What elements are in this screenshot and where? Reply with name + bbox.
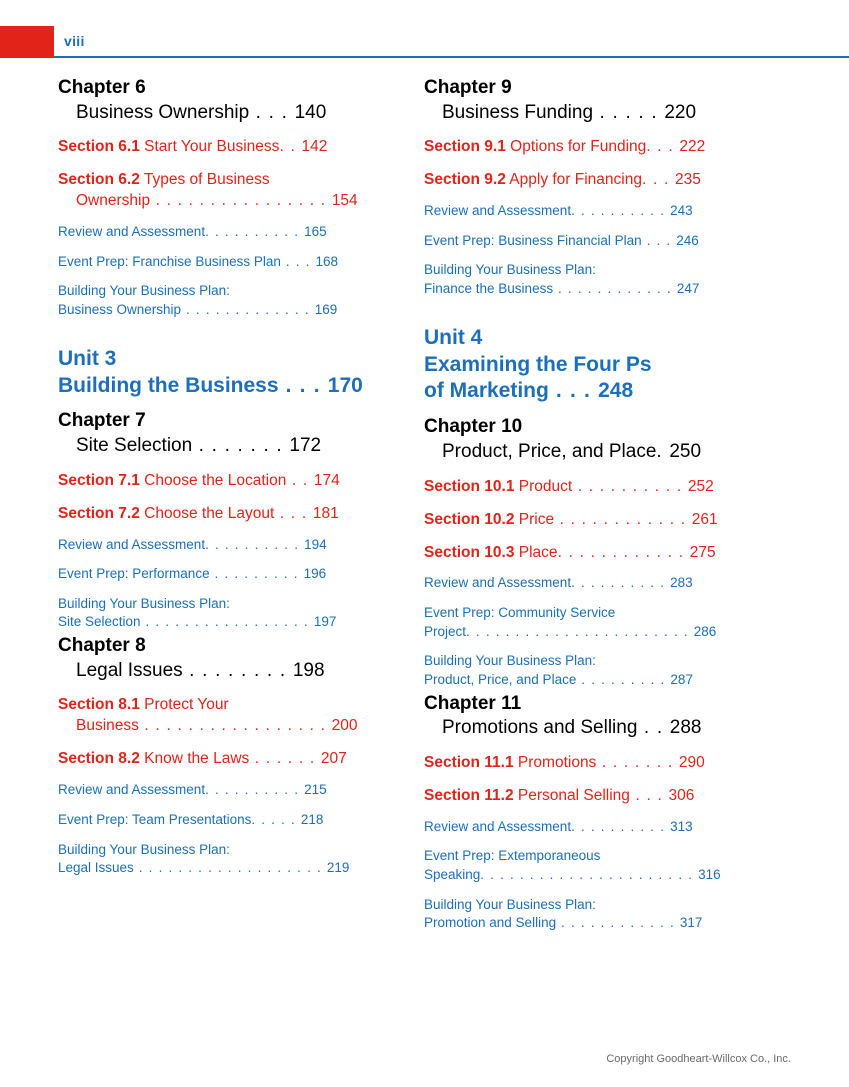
toc-page-number: 142 bbox=[301, 138, 328, 156]
toc-sub-title-line2 bbox=[424, 914, 762, 933]
toc-page-number: 198 bbox=[292, 659, 325, 681]
toc-entry-title-text: Review and Assessment bbox=[424, 203, 572, 219]
toc-leader-dots: . . . bbox=[641, 232, 677, 248]
toc-chapter-title bbox=[58, 101, 396, 126]
toc-page-number: 181 bbox=[312, 504, 339, 522]
toc-page-number: 317 bbox=[679, 915, 703, 931]
toc-leader-dots: . . . . . . . . . . bbox=[205, 782, 305, 798]
toc-entry-title-text: Event Prep: Franchise Business Plan bbox=[58, 253, 281, 269]
toc-page-number: 194 bbox=[304, 536, 327, 552]
toc-chapter-label: Chapter 7 bbox=[58, 410, 146, 432]
toc-section-label: Section 11.1 bbox=[424, 753, 514, 771]
toc-sub-entry[interactable] bbox=[424, 652, 762, 689]
toc-chapter-title bbox=[424, 716, 762, 741]
toc-entry-title-text: Place bbox=[514, 543, 558, 561]
toc-chapter-label: Chapter 11 bbox=[424, 692, 522, 714]
toc-sub-entry[interactable] bbox=[424, 847, 762, 884]
toc-page-number: 247 bbox=[676, 281, 700, 297]
toc-entry-title-text: Building Your Business Plan: bbox=[424, 262, 596, 278]
toc-page-number: 172 bbox=[289, 435, 322, 457]
toc-entry-title-text: Start Your Business bbox=[139, 138, 280, 156]
toc-chapter-title bbox=[424, 101, 762, 126]
toc-unit-title bbox=[58, 373, 396, 400]
header-red-block bbox=[0, 26, 54, 58]
toc-entry-title-text: Product, Price, and Place bbox=[442, 441, 657, 463]
toc-entry-title-text: Review and Assessment bbox=[58, 536, 206, 552]
toc-section-label: Section 8.2 bbox=[58, 750, 140, 768]
toc-page-number: 169 bbox=[314, 302, 338, 318]
toc-leader-dots: . . . . . . . . . . . . bbox=[554, 510, 692, 528]
toc-unit-entry[interactable] bbox=[58, 346, 396, 400]
toc-section-entry[interactable] bbox=[58, 504, 396, 525]
toc-sub-entry[interactable] bbox=[58, 282, 396, 319]
toc-chapter-label: Chapter 6 bbox=[58, 77, 146, 98]
toc-leader-dots: . . bbox=[286, 471, 314, 489]
toc-leader-dots: . . . . . . . . . . . . . . . . . . . . . . . bbox=[466, 623, 694, 639]
toc-leader-dots: . . . . . . . . . . . . . bbox=[181, 302, 315, 318]
toc-section-label: Section 6.2 bbox=[58, 171, 140, 189]
toc-leader-dots: . . . . . . . . . . bbox=[571, 575, 671, 591]
toc-sub-entry[interactable] bbox=[424, 574, 762, 593]
toc-entry-title-text: Review and Assessment bbox=[58, 224, 206, 240]
toc-section-title-line2 bbox=[58, 191, 396, 212]
toc-page-number: 165 bbox=[304, 224, 327, 240]
toc-section-entry[interactable] bbox=[58, 170, 396, 212]
toc-leader-dots: . . . . . . . . . . bbox=[571, 203, 671, 219]
toc-leader-dots: . . . . . . bbox=[249, 750, 321, 768]
toc-entry-title-text: Legal Issues bbox=[58, 860, 134, 876]
page-header bbox=[0, 26, 849, 60]
toc-entry-title-text: Product, Price, and Place bbox=[424, 671, 577, 687]
toc-leader-dots: . . . . . . . . . . . . . . . . . bbox=[138, 717, 332, 735]
toc-leader-dots: . . . . . . . . . bbox=[209, 566, 304, 582]
toc-chapter-title bbox=[58, 434, 396, 459]
toc-sub-entry[interactable] bbox=[58, 595, 396, 632]
toc-sub-entry[interactable] bbox=[424, 261, 762, 298]
toc-entry-title-text: Choose the Layout bbox=[139, 504, 275, 522]
toc-section-label: Section 10.3 bbox=[424, 543, 515, 561]
toc-page-number: 140 bbox=[294, 101, 327, 123]
toc-entry-title-text: Building the Business bbox=[58, 373, 279, 397]
toc-entry-title-text: Building Your Business Plan: bbox=[424, 653, 596, 669]
toc-page-number: 200 bbox=[331, 717, 358, 735]
toc-page-number: 219 bbox=[326, 860, 350, 876]
toc-entry-title-text: Price bbox=[514, 510, 555, 528]
toc-page-number: 220 bbox=[664, 101, 697, 123]
header-rule bbox=[54, 56, 849, 58]
toc-sub-entry[interactable] bbox=[424, 896, 762, 933]
toc-section-label: Section 7.1 bbox=[58, 471, 140, 489]
toc-sub-entry[interactable] bbox=[58, 536, 396, 555]
toc-section-entry[interactable] bbox=[424, 753, 762, 774]
toc-entry-title-text: Review and Assessment bbox=[424, 818, 572, 834]
toc-page-number: 313 bbox=[670, 818, 693, 834]
toc-entry-title-text: Site Selection bbox=[58, 614, 141, 630]
toc-page-number: 235 bbox=[675, 171, 701, 189]
toc-section-entry[interactable] bbox=[424, 510, 762, 531]
toc-sub-entry[interactable] bbox=[58, 841, 396, 878]
copyright-notice: Copyright Goodheart-Willcox Co., Inc. bbox=[606, 1053, 791, 1065]
toc-page-number: 287 bbox=[670, 671, 693, 687]
toc-leader-dots: . . . bbox=[629, 786, 669, 804]
toc-chapter-label: Chapter 8 bbox=[58, 635, 146, 657]
toc-section-entry[interactable] bbox=[424, 786, 762, 807]
toc-entry-title-text: Business Ownership bbox=[76, 101, 250, 123]
toc-page-number: 283 bbox=[670, 575, 693, 591]
toc-unit-label: Unit 4 bbox=[424, 325, 483, 349]
toc-entry-title-text: Event Prep: Performance bbox=[58, 566, 210, 582]
toc-chapter-title bbox=[424, 440, 762, 465]
toc-sub-title-line2 bbox=[58, 301, 396, 320]
toc-leader-dots: . . . bbox=[278, 373, 328, 397]
toc-unit-title bbox=[424, 352, 762, 379]
toc-entry-title-text: Protect Your bbox=[139, 696, 229, 714]
toc-page-number: 246 bbox=[676, 232, 699, 248]
toc-entry-title-text: Event Prep: Team Presentations bbox=[58, 811, 252, 827]
toc-entry-title-text: Personal Selling bbox=[513, 786, 630, 804]
toc-entry-title-text: Business Funding bbox=[442, 101, 594, 123]
toc-entry-title-text: Review and Assessment bbox=[424, 575, 572, 591]
toc-page-number: 290 bbox=[678, 753, 705, 771]
toc-entry-title-text: Apply for Financing bbox=[505, 171, 642, 189]
toc-page-number: 275 bbox=[689, 543, 716, 561]
toc-chapter-entry[interactable] bbox=[424, 415, 762, 464]
toc-entry-title-text: of Marketing bbox=[424, 379, 549, 403]
toc-leader-dots: . . . bbox=[646, 138, 680, 156]
toc-entry-title-text: Speaking bbox=[424, 867, 481, 883]
toc-sub-title-line2 bbox=[424, 280, 762, 299]
toc-leader-dots: . . . . . . . . . . . . bbox=[553, 281, 677, 297]
toc-leader-dots: . . . . . . . . . . . . bbox=[556, 915, 680, 931]
toc-page-number: 288 bbox=[669, 717, 702, 739]
toc-page-number: 154 bbox=[331, 192, 358, 210]
toc-page-number: 316 bbox=[698, 867, 721, 883]
toc-entry-title-text: Types of Business bbox=[139, 171, 270, 189]
toc-section-entry[interactable] bbox=[58, 471, 396, 492]
toc-leader-dots: . . . . . bbox=[251, 811, 301, 827]
toc-leader-dots: . . . . . . . bbox=[596, 753, 679, 771]
toc-entry-title-text: Building Your Business Plan: bbox=[58, 841, 230, 857]
toc-page-number: 170 bbox=[327, 373, 363, 397]
toc-leader-dots: . . . . . bbox=[593, 101, 665, 123]
toc-page-number: 250 bbox=[669, 441, 702, 463]
toc-sub-entry[interactable] bbox=[58, 253, 396, 272]
toc-entry-title-text: Site Selection bbox=[76, 435, 193, 457]
toc-entry-title-text: Event Prep: Community Service bbox=[424, 605, 616, 621]
toc-sub-entry[interactable] bbox=[58, 565, 396, 584]
toc-leader-dots: . . bbox=[637, 717, 670, 739]
toc-section-entry[interactable] bbox=[424, 137, 762, 158]
toc-unit-entry[interactable] bbox=[424, 325, 762, 406]
toc-chapter-entry[interactable] bbox=[58, 76, 396, 125]
toc-page-number: 222 bbox=[679, 138, 706, 156]
toc-section-entry[interactable] bbox=[58, 695, 396, 737]
toc-chapter-entry[interactable] bbox=[58, 634, 396, 683]
toc-section-title-line2 bbox=[58, 716, 396, 737]
toc-section-label: Section 11.2 bbox=[424, 786, 514, 804]
toc-column-right bbox=[424, 74, 762, 933]
toc-leader-dots: . . . . . . . . . . bbox=[572, 477, 688, 495]
toc-leader-dots: . . . . . . . . . bbox=[576, 671, 671, 687]
toc-sub-entry[interactable] bbox=[424, 604, 762, 641]
toc-section-entry[interactable] bbox=[424, 170, 762, 191]
toc-entry-title-text: Promotions and Selling bbox=[442, 717, 638, 739]
toc-entry-title-text: Project bbox=[424, 623, 467, 639]
toc-column-left bbox=[58, 74, 396, 933]
toc-leader-dots: . . . . . . . . . . . . bbox=[557, 543, 690, 561]
toc-entry-title-text: Options for Funding bbox=[505, 138, 647, 156]
toc-chapter-label: Chapter 9 bbox=[424, 77, 512, 98]
toc-leader-dots: . . . bbox=[548, 379, 599, 403]
toc-page-number: 196 bbox=[303, 566, 327, 582]
toc-page-number: 168 bbox=[315, 253, 339, 269]
toc-entry-title-text: Choose the Location bbox=[139, 471, 287, 489]
toc-chapter-title bbox=[58, 659, 396, 684]
toc-page-number: 286 bbox=[693, 623, 717, 639]
toc-section-label: Section 10.1 bbox=[424, 477, 515, 495]
toc-leader-dots: . . . . . . . . . . . . . . . . . . . . . . bbox=[480, 867, 699, 883]
toc-entry-title-text: Legal Issues bbox=[76, 659, 183, 681]
toc-sub-title-line2 bbox=[424, 623, 762, 642]
toc-page-number: 174 bbox=[313, 471, 340, 489]
page-number: viii bbox=[64, 33, 85, 49]
toc-chapter-entry[interactable] bbox=[424, 692, 762, 741]
toc-sub-title-line2 bbox=[58, 859, 396, 878]
toc-entry-title-text: Know the Laws bbox=[139, 750, 250, 768]
toc-entry-title-text: Review and Assessment bbox=[58, 782, 206, 798]
toc-section-entry[interactable] bbox=[424, 477, 762, 498]
toc-leader-dots: . . bbox=[279, 138, 302, 156]
toc-sub-title-line2 bbox=[424, 866, 762, 885]
toc-leader-dots: . . . . . . . . . . bbox=[571, 818, 671, 834]
toc-columns bbox=[0, 74, 849, 933]
toc-sub-entry[interactable] bbox=[424, 818, 762, 837]
toc-leader-dots: . . . bbox=[280, 253, 316, 269]
toc-section-label: Section 8.1 bbox=[58, 696, 140, 714]
toc-entry-title-text: Finance the Business bbox=[424, 281, 554, 297]
toc-leader-dots: . . . . . . . . . . . . . . . . . . . bbox=[133, 860, 327, 876]
toc-sub-entry[interactable] bbox=[424, 202, 762, 221]
toc-entry-title-text: Promotion and Selling bbox=[424, 915, 557, 931]
toc-chapter-entry[interactable] bbox=[424, 76, 762, 125]
toc-page-number: 248 bbox=[598, 379, 634, 403]
toc-entry-title-text: Examining the Four Ps bbox=[424, 352, 652, 376]
toc-entry-title-text: Product bbox=[514, 477, 573, 495]
toc-page-number: 261 bbox=[691, 510, 718, 528]
toc-section-entry[interactable] bbox=[424, 543, 762, 564]
toc-page-number: 197 bbox=[313, 614, 337, 630]
toc-section-label: Section 9.1 bbox=[424, 138, 506, 156]
toc-entry-title-text: Building Your Business Plan: bbox=[424, 896, 596, 912]
toc-page-number: 243 bbox=[670, 203, 693, 219]
toc-leader-dots: . bbox=[656, 441, 670, 463]
toc-sub-entry[interactable] bbox=[58, 223, 396, 242]
toc-chapter-entry[interactable] bbox=[58, 409, 396, 458]
toc-section-label: Section 10.2 bbox=[424, 510, 515, 528]
toc-section-label: Section 7.2 bbox=[58, 504, 140, 522]
toc-page-number: 252 bbox=[687, 477, 714, 495]
toc-leader-dots: . . . . . . . . . . bbox=[205, 536, 305, 552]
toc-entry-title-text: Business bbox=[76, 717, 139, 735]
toc-leader-dots: . . . . . . . . . . bbox=[205, 224, 305, 240]
toc-unit-label: Unit 3 bbox=[58, 346, 117, 370]
toc-leader-dots: . . . . . . . . . . . . . . . . . bbox=[140, 614, 314, 630]
toc-entry-title-text: Ownership bbox=[76, 192, 151, 210]
toc-entry-title-text: Promotions bbox=[513, 753, 597, 771]
toc-sub-entry[interactable] bbox=[58, 811, 396, 830]
toc-section-label: Section 6.1 bbox=[58, 138, 140, 156]
toc-entry-title-text: Event Prep: Business Financial Plan bbox=[424, 232, 642, 248]
toc-sub-entry[interactable] bbox=[58, 781, 396, 800]
toc-chapter-label: Chapter 10 bbox=[424, 416, 523, 438]
toc-sub-title-line2 bbox=[424, 671, 762, 690]
toc-section-entry[interactable] bbox=[58, 137, 396, 158]
toc-section-label: Section 9.2 bbox=[424, 171, 506, 189]
toc-page-number: 207 bbox=[320, 750, 347, 768]
toc-page-number: 218 bbox=[300, 811, 324, 827]
toc-leader-dots: . . . bbox=[641, 171, 676, 189]
toc-entry-title-text: Event Prep: Extemporaneous bbox=[424, 848, 601, 864]
toc-entry-title-text: Business Ownership bbox=[58, 302, 182, 318]
toc-section-entry[interactable] bbox=[58, 749, 396, 770]
toc-entry-title-text: Building Your Business Plan: bbox=[58, 283, 230, 299]
toc-leader-dots: . . . bbox=[249, 101, 295, 123]
toc-entry-title-text: Building Your Business Plan: bbox=[58, 595, 230, 611]
toc-leader-dots: . . . . . . . . bbox=[182, 659, 293, 681]
toc-page-number: 306 bbox=[668, 786, 695, 804]
toc-unit-title-line2 bbox=[424, 378, 762, 405]
toc-leader-dots: . . . . . . . . . . . . . . . . bbox=[150, 192, 332, 210]
toc-leader-dots: . . . . . . . bbox=[192, 435, 290, 457]
toc-leader-dots: . . . bbox=[274, 504, 313, 522]
toc-sub-entry[interactable] bbox=[424, 232, 762, 251]
toc-page-number: 215 bbox=[304, 782, 327, 798]
toc-sub-title-line2 bbox=[58, 613, 396, 632]
